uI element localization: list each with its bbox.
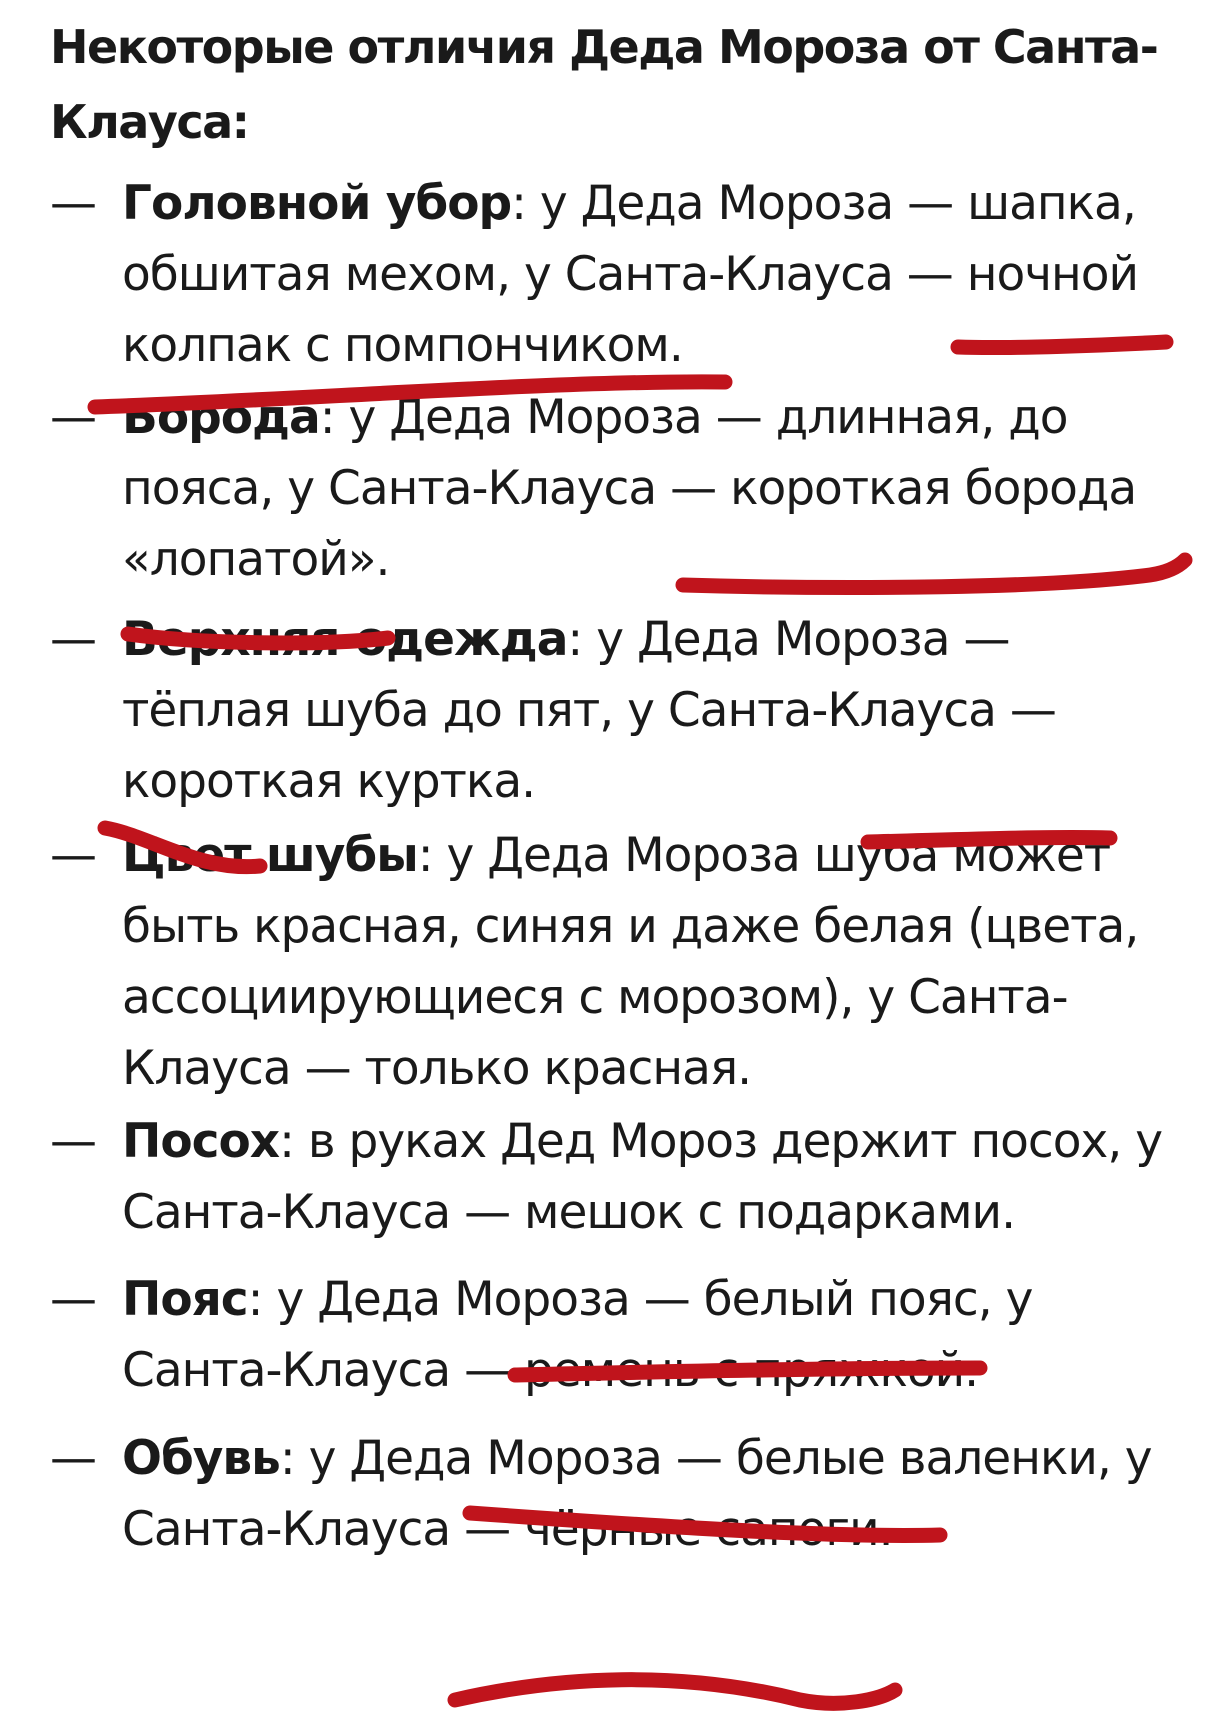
- list-dash: —: [50, 176, 96, 231]
- list-dash: —: [50, 1114, 96, 1169]
- item-text: : у Деда Мороза — длинная, до пояса, у Санта-Клауса — короткая борода «лопатой».: [122, 390, 1137, 587]
- list-item-coat-color: [50, 820, 1180, 1104]
- list-dash: —: [50, 390, 96, 445]
- item-text: : у Деда Мороза — белый пояс, у Санта-Клауса — ремень с пряжкой.: [122, 1272, 1033, 1398]
- item-term: Головной убор: [122, 176, 512, 231]
- list-dash: —: [50, 1272, 96, 1327]
- item-text: : в руках Дед Мороз держит посох, у Санта-Клауса — мешок с подарками.: [122, 1114, 1163, 1240]
- list-dash: —: [50, 612, 96, 667]
- list-item-headwear: [50, 168, 1180, 381]
- item-text: : у Деда Мороза — шапка, обшитая мехом, у Санта-Клауса — ночной колпак с помпончиком.: [122, 176, 1139, 373]
- list-dash: —: [50, 828, 96, 883]
- item-text: : у Деда Мороза — тёплая шуба до пят, у Санта-Клауса — короткая куртка.: [122, 612, 1056, 809]
- list-item-footwear: [50, 1423, 1180, 1565]
- item-text: : у Деда Мороза шуба может быть красная, синяя и даже белая (цвета, ассоциирующиеся с морозом), у Санта-Клауса — только красная.: [122, 828, 1139, 1096]
- list-item-beard: [50, 382, 1180, 595]
- article-title: Некоторые отличия Деда Мороза от Санта-Клауса:: [50, 20, 1158, 149]
- list-item-belt: [50, 1264, 1180, 1406]
- list-item-outerwear: [50, 604, 1180, 817]
- item-term: Посох: [122, 1114, 280, 1169]
- item-term: Обувь: [122, 1431, 280, 1486]
- item-term: Пояс: [122, 1272, 248, 1327]
- list-dash: —: [50, 1431, 96, 1486]
- item-term: Цвет шубы: [122, 828, 418, 883]
- item-term: Верхняя одежда: [122, 612, 568, 667]
- item-text: : у Деда Мороза — белые валенки, у Санта-Клауса — чёрные сапоги.: [122, 1431, 1152, 1557]
- underline-black-boots: [455, 1680, 895, 1704]
- list-item-staff: [50, 1106, 1180, 1248]
- item-term: Борода: [122, 390, 320, 445]
